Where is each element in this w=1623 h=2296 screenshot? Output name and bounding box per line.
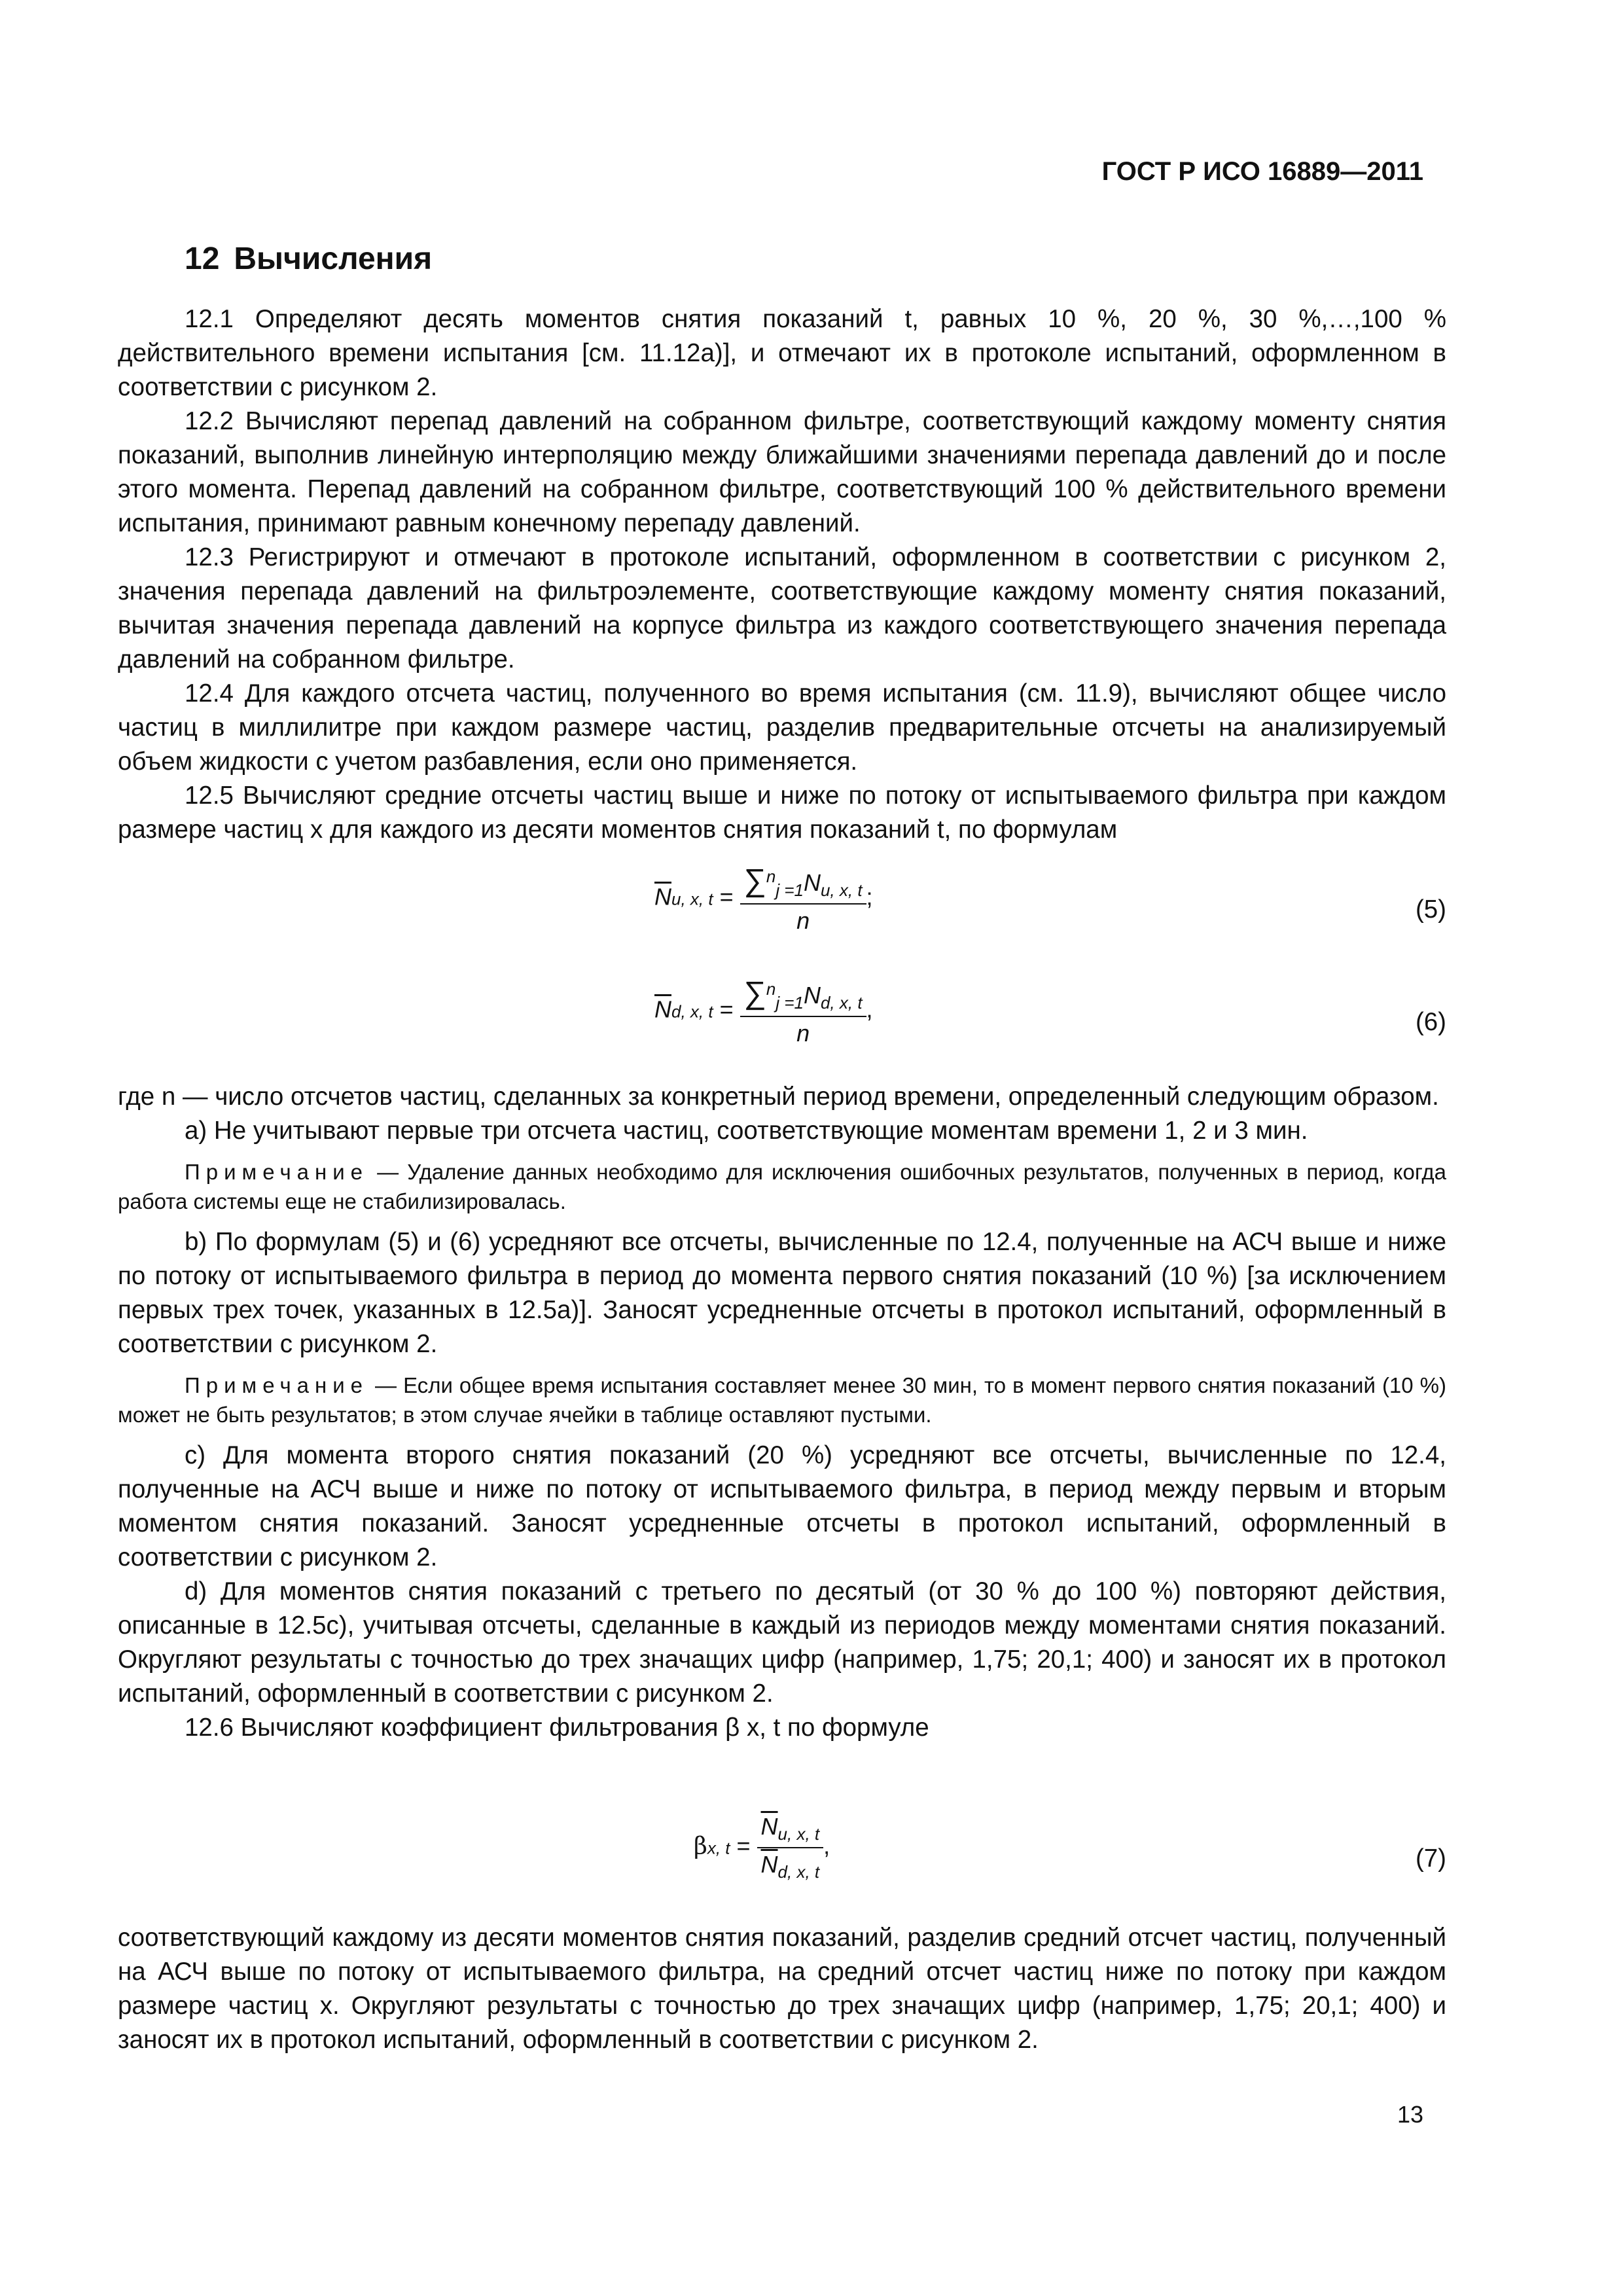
page-number: 13 (1397, 2101, 1423, 2128)
formula-6-tail: , (866, 996, 873, 1023)
formula-5: $\overline{N}u$, x, t = $\frac{\sum^n_{j =1}N_{u, x, t}}{n}$ ; (654, 863, 873, 935)
formula-7-number: (7) (1415, 1844, 1446, 1873)
formula-7-numerator: $\overline{N}$ (760, 1813, 778, 1840)
formula-5-term: N (803, 869, 821, 896)
item-c: с) Для момента второго снятия показаний (20 %) усредняют все отсчеты, вычисленные по 12.4, полученные на АСЧ выше и ниже по потоку от испытываемого фильтра, в период между первым и вторым моментом снятия показаний. Заносят усредненные отсчеты в протокол испытаний, оформленный в соответствии с рисунком 2. (118, 1441, 1446, 1571)
formula-7-denominator-sub: d, x, t (777, 1862, 820, 1882)
formula-7: βx, t = $\frac{\overline{N}_{u, x, t}}{\overline{N}_{d, x, t}}$ , (694, 1813, 830, 1882)
formula-6-sum-top: n (766, 979, 776, 999)
paragraph-12-3: 12.3 Регистрируют и отмечают в протоколе испытаний, оформленном в соответствии с рисунком 2, значения перепада давлений на фильтроэлементе, соответствующие каждому моменту снятия показаний, вычитая значения перепада давлений на корпусе фильтра из каждого соответствующего значения перепада давлений на собранном фильтре. (118, 543, 1446, 673)
section-title: Вычисления (234, 242, 433, 276)
formula-7-fraction (757, 1813, 824, 1882)
formula-6-number: (6) (1415, 1008, 1446, 1036)
section-heading (185, 241, 432, 277)
paragraph-12-6: 12.6 Вычисляют коэффициент фильтрования β x, t по формуле (185, 1713, 929, 1742)
formula-5-tail: ; (866, 883, 873, 910)
paragraph-12-1: 12.1 Определяют десять моментов снятия показаний t, равных 10 %, 20 %, 30 %,…,100 % действительного времени испытания [см. 11.12а)], и отмечают их в протоколе испытаний, оформленном в соответствии с рисунком 2. (118, 305, 1446, 401)
formula-6: $\overline{N}d$, x, t = $\frac{\sum^n_{j =1}N_{d, x, t}}{n}$ , (654, 976, 873, 1047)
formula-5-term-sub: u, x, t (820, 880, 863, 901)
where-clause: где n — число отсчетов частиц, сделанных за конкретный период времени, определенный следующим образом. (118, 1083, 1439, 1111)
formula-5-number: (5) (1415, 895, 1446, 924)
note-1 (118, 1157, 1446, 1216)
paragraph-12-2: 12.2 Вычисляют перепад давлений на собранном фильтре, соответствующий каждому моменту снятия показаний, выполнив линейную интерполяцию между ближайшими значениями перепада давлений до и после этого момента. Перепад давлений на собранном фильтре, соответствующий 100 % действительного времени испытания, принимают равным конечному перепаду давлений. (118, 407, 1446, 537)
formula-6-denominator: n (796, 1020, 810, 1047)
note-1-label: Примечание (185, 1160, 369, 1184)
formula-6-fraction: $\frac{\sum^n_{j =1}N_{d, x, t}}{n}$ (740, 975, 866, 1047)
item-b: b) По формулам (5) и (6) усредняют все отсчеты, вычисленные по 12.4, полученные на АСЧ выше и ниже по потоку от испытываемого фильтра в период до момента первого снятия показаний (10 %) [за исключением первых трех точек, указанных в 12.5а)]. Заносят усредненные отсчеты в протокол испытаний, оформленный в соответствии с рисунком 2. (118, 1228, 1446, 1358)
note-2-label: Примечание (185, 1373, 369, 1397)
body-block-2 (118, 1080, 1446, 1745)
note-2-text: — Если общее время испытания составляет менее 30 мин, то в момент первого снятия показаний (10 %) может не быть результатов; в этом случае ячейки в таблице оставляют пустыми. (118, 1373, 1446, 1427)
formula-7-numerator-sub: u, x, t (777, 1824, 820, 1844)
section-number: 12 (185, 242, 220, 276)
note-1-text: — Удаление данных необходимо для исключения ошибочных результатов, полученных в период, когда работа системы еще не стабилизировалась. (118, 1160, 1446, 1213)
item-d: d) Для моментов снятия показаний с третьего по десятый (от 30 % до 100 %) повторяют действия, описанные в 12.5с), учитывая отсчеты, сделанные в каждый из периодов между моментами снятия показаний. Округляют результаты с точностью до трех значащих цифр (например, 1,75; 20,1; 400) и заносят их в протокол испытаний, оформленный в соответствии с рисунком 2. (118, 1577, 1446, 1708)
formula-6-term-sub: d, x, t (820, 993, 863, 1013)
body-block-1 (118, 302, 1446, 847)
body-block-3 (118, 1921, 1446, 2057)
formula-5-sum-bottom: j =1 (776, 880, 804, 901)
formula-6-sum-bottom: j =1 (776, 993, 804, 1013)
formula-6-lhs-sub: d, x, t (671, 1001, 713, 1022)
paragraph-12-4: 12.4 Для каждого отсчета частиц, полученного во время испытания (см. 11.9), вычисляют общее число частиц в миллилитре при каждом размере частиц, разделив предварительные отсчеты на анализируемый объем жидкости с учетом разбавления, если оно применяется. (118, 679, 1446, 776)
formula-5-lhs: $\overline{N}$ (654, 883, 671, 910)
formula-7-lhs: β (694, 1833, 707, 1860)
item-a: а) Не учитывают первые три отсчета частиц, соответствующие моментам времени 1, 2 и 3 мин. (185, 1117, 1308, 1145)
note-2 (118, 1371, 1446, 1429)
formula-5-lhs-sub: u, x, t (671, 889, 713, 909)
formula-7-denominator: $\overline{N}$ (760, 1851, 778, 1878)
formula-5-sum-top: n (766, 867, 776, 886)
document-header: ГОСТ Р ИСО 16889—2011 (1101, 157, 1423, 186)
formula-6-lhs: $\overline{N}$ (654, 996, 671, 1023)
formula-6-term: N (803, 982, 821, 1009)
formula-5-denominator: n (796, 907, 810, 935)
paragraph-after-formula-7: соответствующий каждому из десяти моментов снятия показаний, разделив средний отсчет частиц, полученный на АСЧ выше по потоку от испытываемого фильтра, на средний отсчет частиц ниже по потоку при каждом размере частиц x. Округляют результаты с точностью до трех значащих цифр (например, 1,75; 20,1; 400) и заносят их в протокол испытаний, оформленный в соответствии с рисунком 2. (118, 1924, 1446, 2054)
paragraph-12-5: 12.5 Вычисляют средние отсчеты частиц выше и ниже по потоку от испытываемого фильтра при каждом размере частиц x для каждого из десяти моментов снятия показаний t, по формулам (118, 781, 1446, 844)
formula-7-tail: , (823, 1832, 830, 1859)
formula-5-fraction: $\frac{\sum^n_{j =1}N_{u, x, t}}{n}$ (740, 863, 866, 935)
formula-7-lhs-sub: x, t (707, 1838, 730, 1858)
